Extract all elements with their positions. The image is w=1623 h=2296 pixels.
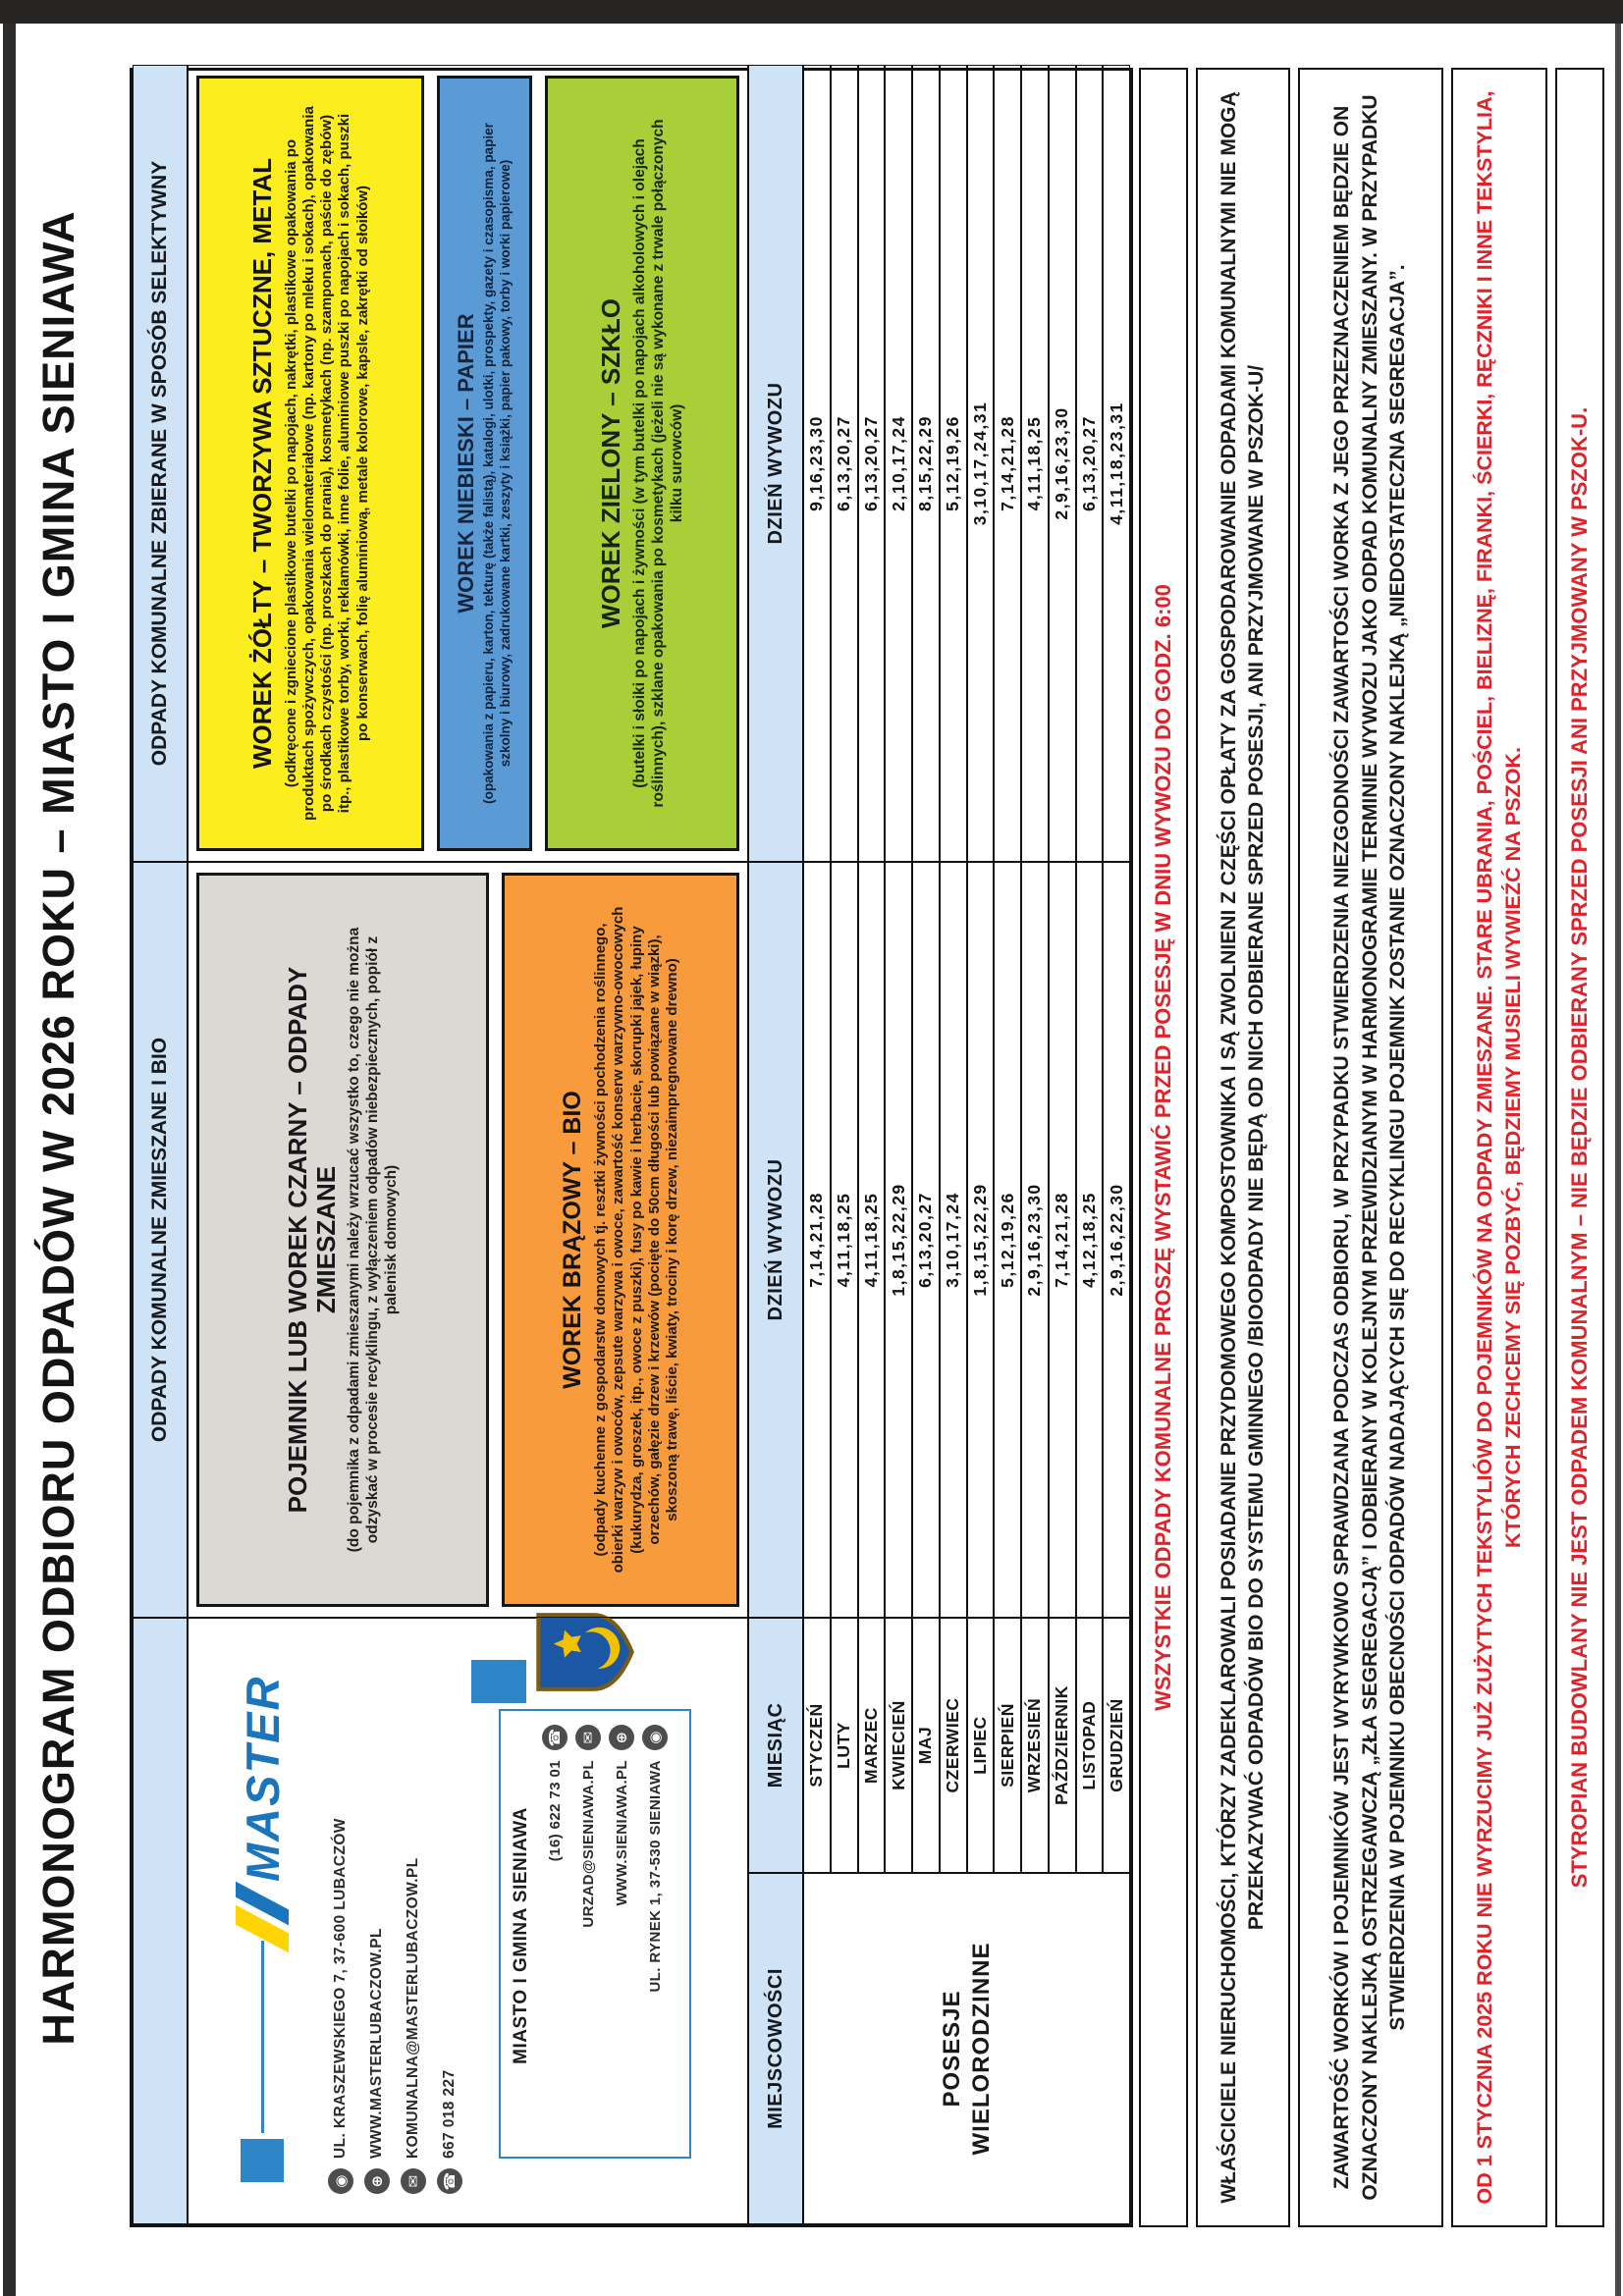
gmina-box-square-decor: [471, 1660, 526, 1703]
location-pin-icon: ◉: [328, 2168, 353, 2194]
contact-row: [328, 1818, 353, 2194]
brown-bio-bag-box: [502, 873, 739, 1607]
mixed-dates-cell: 7,14,21,28: [1049, 862, 1076, 1618]
mixed-dates-cell: 2,9,16,23,30: [1021, 862, 1049, 1618]
month-cell: SIERPIEŃ: [994, 1618, 1021, 1873]
globe-icon: ⊕: [609, 1725, 634, 1750]
location-pin-icon: ◉: [642, 1725, 668, 1750]
mixed-dates-cell: 1,8,15,22,29: [885, 862, 912, 1618]
master-logo: [232, 1676, 293, 2182]
contact-row: [542, 1725, 568, 2147]
contact-text: 667 018 227: [441, 2069, 458, 2159]
group-header-mixed-bio: ODPADY KOMUNALNE ZMIESZANE I BIO: [133, 862, 188, 1618]
contact-row: [642, 1725, 668, 2147]
warnings-section: [1139, 68, 1604, 2227]
month-cell: MAJ: [912, 1618, 940, 1873]
selective-dates-cell: 6,13,20,27: [1076, 65, 1104, 862]
selective-dates-cell: 6,13,20,27: [858, 65, 886, 862]
brown-bio-bag-body: (odpady kuchenne z gospodarstw domowych tj. resztki żywności pochodzenia roślinnego, obierki warzyw i owoców, zepsute warzywa i owoce, zawartość konserw warzywno-owocowych (kukurydza, groszek, itp., owoce z puszki), fusy po kawie i herbacie, skorupki jajek, łupiny orzechów, gałęzie drzew i krzewów (pocięte do 50cm długości lub powiązane w wiązki), skoszoną trawę, liście, kwiaty, trociny i korę drzew, niezaimpregnowane drewno): [592, 906, 681, 1574]
schedule-table: [130, 68, 1133, 2227]
mixed-dates-cell: 4,12,18,25: [1076, 862, 1104, 1618]
mixed-dates-cell: 4,11,18,25: [831, 862, 858, 1618]
blue-bag-box: [437, 76, 532, 851]
warning-styrofoam: STYROPIAN BUDOWLANY NIE JEST ODPADEM KOMUNALNYM – NIE BĘDZIE ODBIERANY SPRZED POSESJI ANI PRZYJMOWANY W PSZOK-U.: [1555, 68, 1604, 2227]
selective-dates-cell: 9,16,23,30: [803, 65, 831, 862]
month-cell: PAŹDZIERNIK: [1049, 1618, 1076, 1873]
selective-dates-cell: 3,10,17,24,31: [967, 65, 995, 862]
green-bag-box: [545, 76, 739, 851]
warning-put-out-by-6am: WSZYSTKIE ODPADY KOMUNALNE PROSZĘ WYSTAWIĆ PRZED POSESJĘ W DNIU WYWOZU DO GODZ. 6:00: [1139, 68, 1188, 2227]
black-bag-title: POJEMNIK LUB WOREK CZARNY – ODPADY ZMIESZANE: [283, 966, 341, 1514]
blue-bag-title: WOREK NIEBIESKI – PAPIER: [454, 313, 479, 614]
mixed-bio-description-cell: [188, 862, 748, 1618]
scan-edge-artifact-top: [3, 0, 16, 2296]
phone-icon: ☎: [437, 2168, 462, 2194]
month-cell: WRZESIEŃ: [1021, 1618, 1049, 1873]
column-header-miejscowosci: MIEJSCOWOŚCI: [748, 1873, 803, 2224]
header-spacer-cell: [133, 1618, 188, 2224]
envelope-icon: ✉: [401, 2168, 426, 2194]
mixed-dates-cell: 5,12,19,26: [994, 862, 1021, 1618]
selective-dates-cell: 8,15,22,29: [912, 65, 940, 862]
warning-bag-content-checks: ZAWARTOŚĆ WORKÓW I POJEMNIKÓW JEST WYRYWKOWO SPRAWDZANA PODCZAS ODBIORU, W PRZYPADKU STWIERDZENIA NIEZGODNOŚCI ZAWARTOŚCI WORKA Z JEGO PRZEZNACZENIEM BĘDZIE ON OZNACZONY NAKLEJKĄ OSTRZEGAWCZĄ „ZŁA SEGREGACJĄ” I ODBIERANY W KOLEJNYM PRZEWIDZIANYM W HARMONOGRAMIE TERMINIE WYWOZU JAKO ODPAD KOMUNALNY ZMIESZANY. W PRZYPADKU STWIERDZENIA W POJEMNIKU OBECNOŚCI ODPADÓW NADAJĄCYCH SIĘ DO RECYKLINGU POJEMNIK ZOSTANIE OZNACZONY NAKLEJKĄ „NIEDOSTATECZNA SEGREGACJA”.: [1298, 68, 1443, 2227]
selective-dates-cell: 7,14,21,28: [994, 65, 1021, 862]
yellow-bag-body: (odkręcone i zgniecione plastikowe butelki po napojach, nakrętki, plastikowe opakowania po produktach spożywczych, opakowania wielomateriałowe (np. kartony po mleku i sokach), opakowania po środkach czystości (np. proszkach do prania), kosmetykach (np. szamponach, paście do zębów) itp., plastikowe torby, worki, reklamówki, inne folie, aluminiowe puszki po napojach i sokach, puszki po konserwach, folię aluminiową, metale kolorowe, kapsle, zakrętki od słoików): [282, 106, 371, 821]
contact-row: [437, 1818, 462, 2194]
scan-edge-artifact-bottom: [1615, 24, 1621, 2296]
selective-dates-cell: 2,10,17,24: [885, 65, 912, 862]
location-name: POSESJE WIELORODZINNE: [938, 1942, 995, 2156]
mixed-dates-cell: 4,11,18,25: [858, 862, 886, 1618]
contact-text: (16) 622 73 01: [546, 1760, 564, 1862]
mixed-dates-cell: 3,10,17,24: [940, 862, 967, 1618]
selective-dates-cell: 5,12,19,26: [940, 65, 967, 862]
warning-composter-owners: WŁAŚCICIELE NIERUCHOMOŚCI, KTÓRZY ZADEKLAROWALI POSIADANIE PRZYDOMOWEGO KOMPOSTOWNIKA I SĄ ZWOLNIENI Z CZĘŚCI OPŁATY ZA GOSPODAROWANIE ODPADAMI KOMUNALNYMI NIE MOGĄ PRZEKAZYWAĆ ODPADÓW BIO DO SYSTEMU GMINNEGO /BIOODPADY NIE BĘDĄ OD NICH ODBIERANE SPRZED POSESJI, ANI PRZYJMOWANE W PSZOK-U/: [1196, 68, 1290, 2227]
month-cell: STYCZEŃ: [803, 1618, 831, 1873]
contact-row: [401, 1818, 426, 2194]
selective-dates-cell: 2,9,16,23,30: [1049, 65, 1076, 862]
contact-text: UL. RYNEK 1, 37-530 SIENIAWA: [646, 1760, 664, 1993]
warning-textiles-pszok: OD 1 STYCZNIA 2025 ROKU NIE WYRZUCIMY JUŻ ZUŻYTYCH TEKSTYLIÓW DO POJEMNIKÓW NA ODPADY ZMIESZANE. STARE UBRANIA, POŚCIEL, BIELIZNĘ, FIRANKI, ŚCIERKI, RĘCZNIKI I INNE TEKSTYLIA, KTÓRYCH ZECHCEMY SIĘ POZBYĆ, BĘDZIEMY MUSIELI WYWIEŹĆ NA PSZOK.: [1451, 68, 1547, 2227]
month-cell: LIPIEC: [967, 1618, 995, 1873]
location-cell: [803, 1873, 1130, 2224]
month-cell: CZERWIEC: [940, 1618, 967, 1873]
contact-text: URZAD@SIENIAWA.PL: [579, 1760, 597, 1928]
sieniawa-coat-of-arms: [534, 1611, 636, 1693]
yellow-bag-title: WOREK ŻÓŁTY – TWORZYWA SZTUCZNE, METAL: [246, 157, 277, 770]
logo-square-decor: [241, 2139, 284, 2182]
month-cell: MARZEC: [858, 1618, 886, 1873]
green-bag-title: WOREK ZIELONY – SZKŁO: [596, 297, 626, 629]
contact-row: [364, 1818, 390, 2194]
logo-contact-cell: [188, 1618, 748, 2224]
globe-icon: ⊕: [364, 2168, 390, 2194]
master-brand-name: MASTER: [236, 1675, 289, 1882]
page-title: HARMONOGRAM ODBIORU ODPADÓW W 2026 ROKU – MIASTO I GMINA SIENIAWA: [33, 210, 83, 2046]
master-contact-list: [328, 1818, 462, 2194]
mixed-dates-cell: 7,14,21,28: [803, 862, 831, 1618]
month-cell: KWIECIEŃ: [885, 1618, 912, 1873]
logo-rule-line: [261, 1941, 264, 2133]
contact-text: WWW.SIENIAWA.PL: [613, 1760, 630, 1906]
phone-icon: ☎: [542, 1725, 568, 1750]
black-bag-body: (do pojemnika z odpadami zmieszanymi należy wrzucać wszystko to, czego nie można odzyskać w procesie recyklingu, z wyłączeniem odpadów niebezpiecznych, popiół z palenisk domowych): [346, 927, 401, 1553]
yellow-bag-box: [196, 76, 424, 851]
gmina-contact-list: [542, 1725, 668, 2147]
green-bag-body: (butelki i słoiki po napojach i żywności (w tym butelki po napojach alkoholowych i olejach roślinnych), szklane opakowania po kosmetykach (jeżeli nie są wykonane z trwale połączonych kilku surowców): [630, 119, 685, 808]
gmina-heading: MIASTO I GMINA SIENIAWA: [511, 1807, 531, 2064]
contact-text: KOMUNALNA@MASTERLUBACZOW.PL: [405, 1857, 421, 2159]
blue-bag-body: (opakowania z papieru, karton, tekturę (także falistą), katalogi, ulotki, prospekty, gazety i czasopisma, papier szkolny i biurowy, zadrukowane kartki, zeszyty i książki, papier pakowy, torby i worki papierowe): [481, 123, 513, 804]
selective-dates-cell: 4,11,18,25: [1021, 65, 1049, 862]
column-header-miesiac: MIESIĄC: [748, 1618, 803, 1873]
contact-row: [575, 1725, 601, 2147]
mixed-dates-cell: 2,9,16,22,30: [1103, 862, 1130, 1618]
group-header-selective: ODPADY KOMUNALNE ZBIERANE W SPOSÓB SELEKTYWNY: [133, 65, 188, 862]
mixed-dates-cell: 6,13,20,27: [912, 862, 940, 1618]
month-cell: GRUDZIEŃ: [1103, 1618, 1130, 1873]
mixed-dates-cell: 1,8,15,22,29: [967, 862, 995, 1618]
column-header-dzien-wywozu-selective: DZIEŃ WYWOZU: [748, 65, 803, 862]
scan-edge-artifact-right: [0, 0, 1623, 24]
contact-text: WWW.MASTERLUBACZOW.PL: [368, 1928, 385, 2159]
month-cell: LUTY: [831, 1618, 858, 1873]
selective-dates-cell: 6,13,20,27: [831, 65, 858, 862]
black-bag-box: [196, 873, 489, 1607]
selective-description-cell: [188, 65, 748, 862]
gmina-contact-box: [499, 1709, 691, 2159]
brown-bio-bag-title: WOREK BRĄZOWY – BIO: [558, 1091, 586, 1389]
month-cell: LISTOPAD: [1076, 1618, 1104, 1873]
column-header-dzien-wywozu-mixed: DZIEŃ WYWOZU: [748, 862, 803, 1618]
envelope-icon: ✉: [575, 1725, 601, 1750]
contact-row: [609, 1725, 634, 2147]
selective-dates-cell: 4,11,18,23,31: [1103, 65, 1130, 862]
contact-text: UL. KRASZEWSKIEGO 7, 37-600 LUBACZÓW: [332, 1818, 349, 2159]
